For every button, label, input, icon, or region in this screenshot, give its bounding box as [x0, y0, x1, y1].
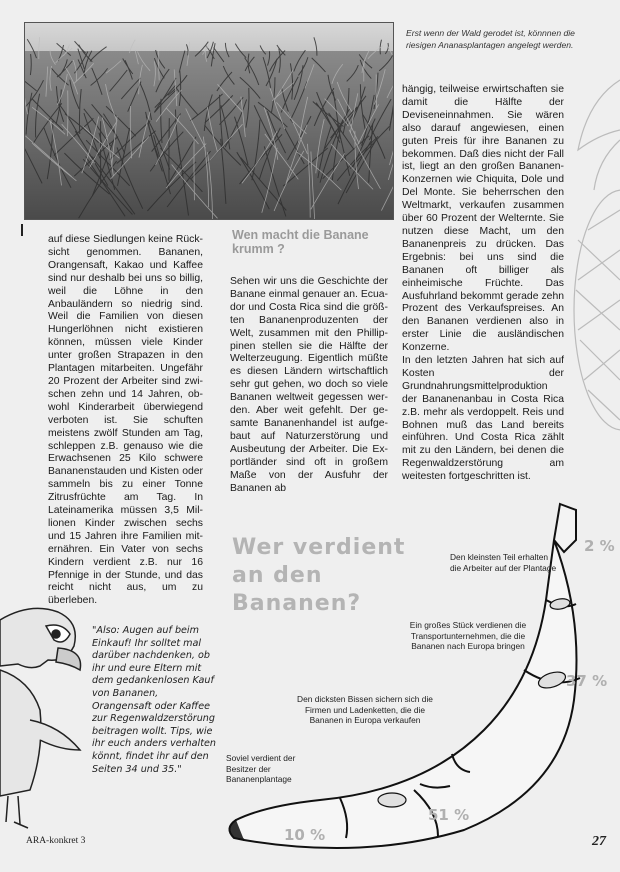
label-workers: Den kleinsten Teil erhalten die Arbeiter auf der Plantage: [450, 552, 557, 573]
column-3-paragraph-2: In den letzten Jahren hat sich auf Kosten der Grundnahrungsmittelproduktion der Bananenanbau in Costa Rica z.B. mehr als verdoppelt. Reis und Bohnen muß das Land bereits einführen. Und Costa Rica zählt mit zu den Ländern, bei denen die Regenwaldzerstörung am weitesten fortgeschritten ist.: [402, 355, 564, 483]
section-heading: Wen macht die Banane krumm ?: [232, 228, 369, 256]
publication-name: ARA-konkret 3: [26, 836, 86, 846]
article-column-1: [48, 234, 203, 608]
percent-retail: 51 %: [428, 806, 470, 824]
photo-caption: Erst wenn der Wald gerodet ist, könnnen die riesigen Ananasplantagen angelegt werden.: [406, 28, 575, 50]
heading-line-1: Wer verdient: [232, 535, 406, 560]
parrot-quote: "Also: Augen auf beim Einkauf! Ihr solltet mal darüber nachdenken, ob ihr und eure Eltern mit dem gedankenlosen Kauf von Bananen, Orangensaft oder Kaffee zur Regenwaldzerstörung beitragen wollt. Tips, wie ihr euch anders verhalten könnt, findet ihr auf den Seiten 34 und 35.": [92, 625, 216, 775]
label-transport: Ein großes Stück verdienen die Transportunternehmen, die die Bananen nach Europa bringen: [409, 620, 527, 651]
label-owner: Soviel verdient der Besitzer der Bananenplantage: [226, 753, 296, 784]
banana-illustration: [224, 500, 620, 860]
label-retail: Den dicksten Bissen sichern sich die Firmen und Ladenketten, die die Bananen in Europa verkaufen: [297, 694, 433, 725]
column-3-paragraph-1: hängig, teilweise erwirtschaften sie damit die Hälfte der Deviseneinnahmen. Sie wären also darauf angewiesen, einen guten Preis für ihre Bananen zu bekommen. Daß dies nicht der Fall ist, liegt an den großen Bananen-Konzernen wie Chiquita, Dole und Del Monte. Sie beherrschen den Weltmarkt, verkaufen zusammen über 60 Prozent der Welternte. Sie nutzen diese Macht, um den Bananenpreis zu drücken. Das Ergebnis: bei uns sind die Bananen oft billiger als einheimische Früchte. Das Ausfuhrland bekommt gerade zehn Prozent des Verkaufspreises. An den Bananen verdienen also in erster Linie die ausländischen Konzerne.: [402, 84, 564, 354]
heading-line-3: Bananen?: [232, 591, 362, 616]
column-marker: [21, 224, 23, 236]
article-column-3: [402, 84, 564, 484]
heading-line-2: an den: [232, 563, 323, 588]
percent-transport: 37 %: [566, 672, 608, 690]
percent-owner: 10 %: [284, 826, 326, 844]
percent-workers: 2 %: [584, 537, 615, 555]
page-number: 27: [592, 834, 606, 849]
parrot-cartoon: [0, 600, 92, 832]
column-1-text: auf diese Siedlungen keine Rücksicht genommen. Bananen, Orangensaft, Kakao und Kaffee sind nur deshalb bei uns so billig, weil die Löhne in den Anbauländern so niedrig sind. Weil die Familien von diesen Hungerlöhnen nicht existieren können, müssen viele Kinder unter großen Strapazen in den Plantagen mitarbeiten. Ungefähr 20 Prozent der Arbeiter sind zwischen zehn und 14 Jahren, obwohl Kinderarbeit überwiegend verboten ist. Sie schuften meistens zwölf Stunden am Tag, schleppen z.B. genauso wie die Erwachsenen 25 Kilo schwere Bananenstauden und Kisten oder sammeln bis zu einer Tonne Zitrusfrüchte am Tag. In Lateinamerika müssen 3,5 Millionen Kinder zwischen sechs und 15 Jahren ihre Familien miternähren. Ein Vater von sechs Kindern verdient z.B. nur 16 Pfennige in der Stunde, und das reicht nicht aus, um zu überleben.: [48, 234, 203, 607]
pineapple-field-photo: [24, 22, 394, 220]
article-column-2: [230, 276, 388, 495]
column-2-text: Sehen wir uns die Geschichte der Banane einmal genauer an. Ecuador und Costa Rica sind die größten Bananenproduzenten der Welt, zusammen mit den Phillippinen stellen sie die Hälfte der Welterzeugung. Eigentlich müßte es diesen Ländern wirtschaftlich sehr gut gehen, wo doch so viele Bananen weltweit gegessen werden. Aber weit gefehlt. Der gesamte Bananenhandel ist aufgebaut auf Naturzerstörung und Ausbeutung der Arbeiter. Die Exportländer sind oft in großem Maße von der Ausfuhr der Bananen ab: [230, 276, 388, 494]
